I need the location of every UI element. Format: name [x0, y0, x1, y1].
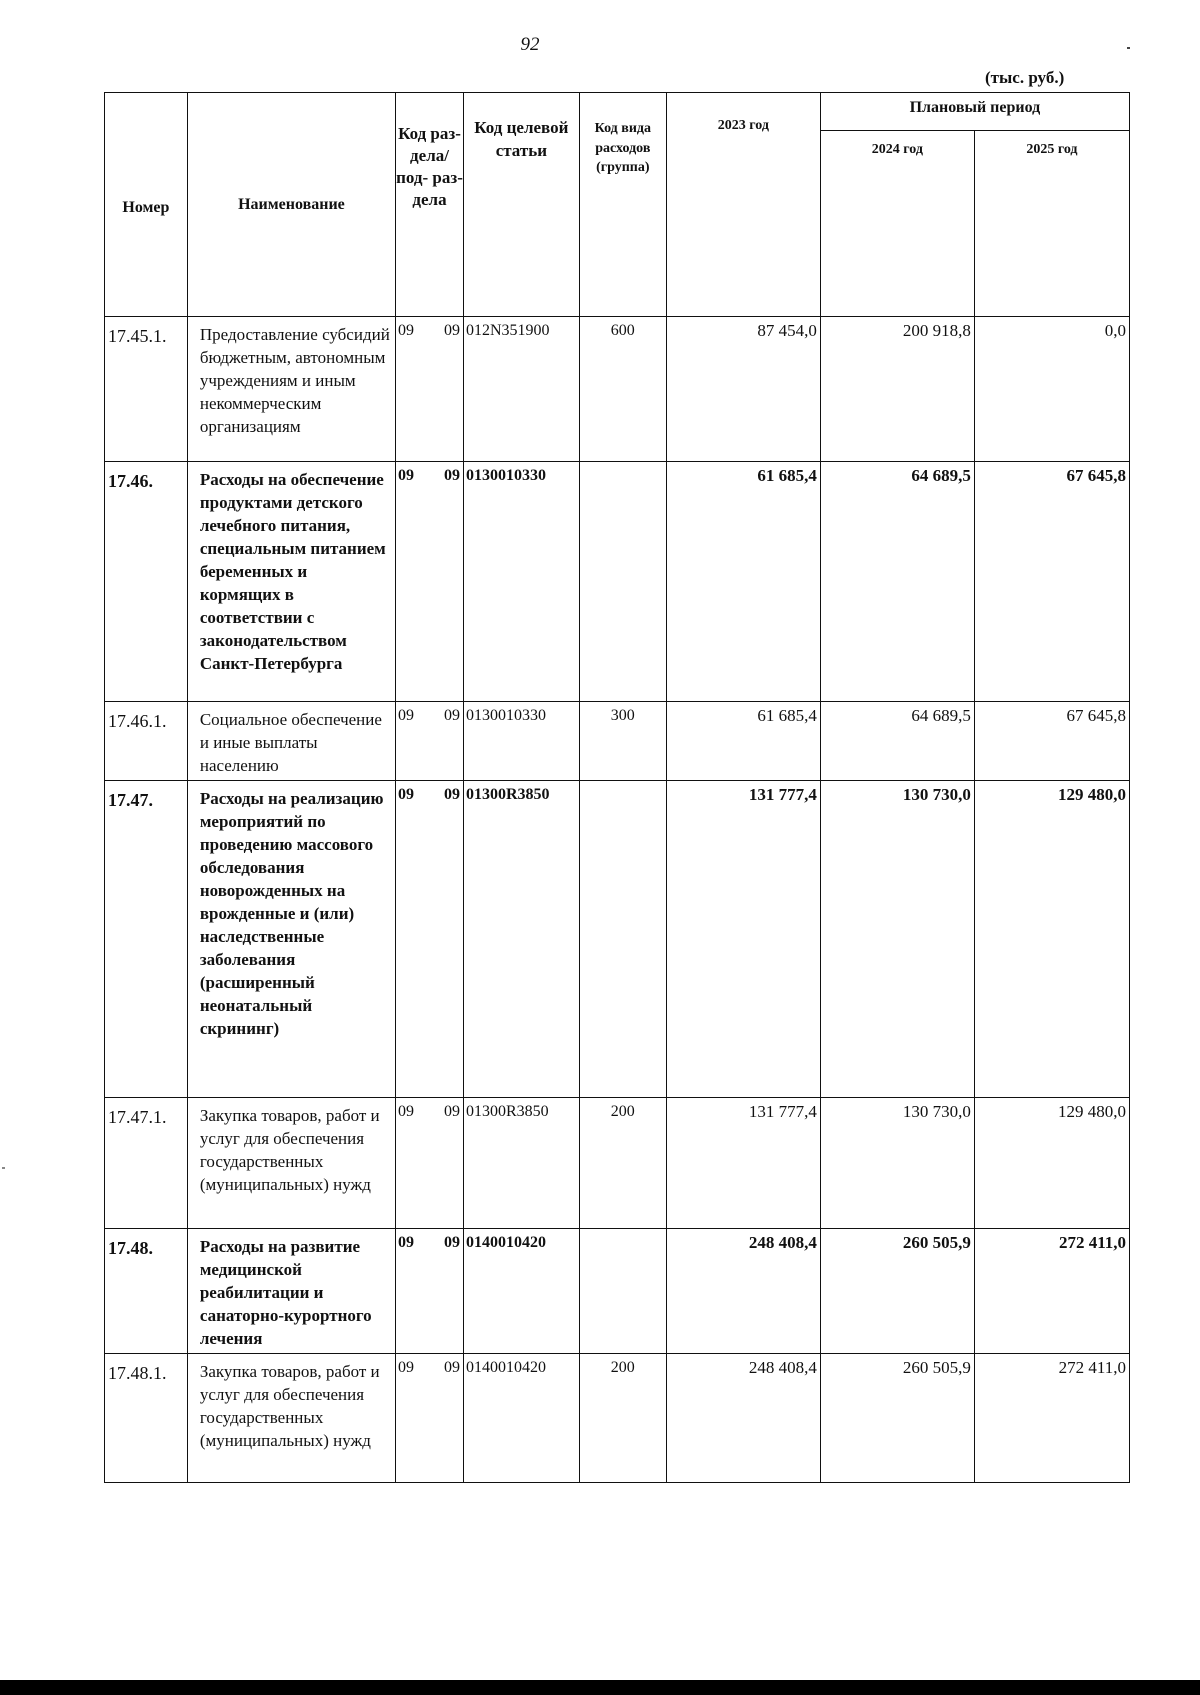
row-celevaya: 0140010420	[463, 1229, 579, 1354]
header-name: Наименование	[187, 93, 395, 317]
row-name: Социальное обеспечение и иные выплаты населению	[187, 702, 395, 781]
table-row	[105, 462, 1130, 702]
row-2024: 64 689,5	[820, 702, 974, 781]
header-razdel: Код раз- дела/ под- раз- дела	[396, 93, 464, 317]
scan-mark	[2, 1167, 5, 1169]
row-name: Закупка товаров, работ и услуг для обеспечения государственных (муниципальных) нужд	[187, 1098, 395, 1229]
table-body	[105, 317, 1130, 1483]
row-name: Расходы на развитие медицинской реабилитации и санаторно-курортного лечения	[187, 1229, 395, 1354]
razdel-code: 09	[398, 707, 415, 724]
header-2025: 2025 год	[974, 131, 1129, 317]
row-2025: 129 480,0	[974, 781, 1129, 1098]
razdel-code: 09	[398, 467, 415, 484]
podrazdel-code: 09	[443, 322, 460, 339]
row-number: 17.46.1.	[105, 702, 188, 781]
row-celevaya: 0130010330	[463, 702, 579, 781]
row-razdel	[396, 781, 464, 1098]
row-celevaya: 01300R3850	[463, 781, 579, 1098]
row-2023: 248 408,4	[666, 1229, 820, 1354]
row-2023: 131 777,4	[666, 1098, 820, 1229]
row-2024: 130 730,0	[820, 1098, 974, 1229]
header-vid-rashodov: Код вида расходов (группа)	[579, 93, 666, 317]
header-celevaya: Код целевой статьи	[463, 93, 579, 317]
row-number: 17.47.1.	[105, 1098, 188, 1229]
table-row	[105, 1229, 1130, 1354]
row-2025: 129 480,0	[974, 1098, 1129, 1229]
header-2024: 2024 год	[820, 131, 974, 317]
row-name: Предоставление субсидий бюджетным, автономным учреждениям и иным некоммерческим организациям	[187, 317, 395, 462]
row-number: 17.45.1.	[105, 317, 188, 462]
row-number: 17.48.1.	[105, 1354, 188, 1483]
row-name: Расходы на реализацию мероприятий по проведению массового обследования новорожденных на врожденные и (или) наследственные заболевания (расширенный неонатальный скрининг)	[187, 781, 395, 1098]
row-celevaya: 0130010330	[463, 462, 579, 702]
row-vid-rashodov: 200	[579, 1354, 666, 1483]
table-row	[105, 781, 1130, 1098]
row-2023: 61 685,4	[666, 702, 820, 781]
table-row	[105, 1098, 1130, 1229]
scan-mark	[1127, 47, 1130, 49]
razdel-code: 09	[398, 1103, 415, 1120]
row-vid-rashodov	[579, 781, 666, 1098]
razdel-code: 09	[398, 322, 415, 339]
row-2024: 260 505,9	[820, 1354, 974, 1483]
razdel-code: 09	[398, 786, 415, 803]
row-number: 17.48.	[105, 1229, 188, 1354]
podrazdel-code: 09	[443, 1234, 460, 1251]
podrazdel-code: 09	[443, 707, 460, 724]
razdel-code: 09	[398, 1359, 415, 1376]
header-2023: 2023 год	[666, 93, 820, 317]
units-label: (тыс. руб.)	[985, 68, 1065, 87]
row-vid-rashodov	[579, 1229, 666, 1354]
row-2023: 131 777,4	[666, 781, 820, 1098]
row-celevaya: 0140010420	[463, 1354, 579, 1483]
row-2023: 248 408,4	[666, 1354, 820, 1483]
row-2023: 61 685,4	[666, 462, 820, 702]
row-2025: 67 645,8	[974, 702, 1129, 781]
row-vid-rashodov	[579, 462, 666, 702]
podrazdel-code: 09	[443, 786, 460, 803]
row-razdel	[396, 1354, 464, 1483]
row-vid-rashodov: 300	[579, 702, 666, 781]
row-vid-rashodov: 200	[579, 1098, 666, 1229]
row-razdel	[396, 702, 464, 781]
row-2025: 0,0	[974, 317, 1129, 462]
row-name: Закупка товаров, работ и услуг для обеспечения государственных (муниципальных) нужд	[187, 1354, 395, 1483]
page-number: 92	[520, 34, 540, 55]
header-plan-period: Плановый период	[820, 93, 1129, 131]
row-2024: 130 730,0	[820, 781, 974, 1098]
row-2024: 260 505,9	[820, 1229, 974, 1354]
row-razdel	[396, 1098, 464, 1229]
table-row	[105, 317, 1130, 462]
row-celevaya: 012N351900	[463, 317, 579, 462]
row-number: 17.47.	[105, 781, 188, 1098]
row-2025: 272 411,0	[974, 1229, 1129, 1354]
row-2025: 272 411,0	[974, 1354, 1129, 1483]
row-razdel	[396, 317, 464, 462]
row-celevaya: 01300R3850	[463, 1098, 579, 1229]
row-2025: 67 645,8	[974, 462, 1129, 702]
row-razdel	[396, 1229, 464, 1354]
row-2023: 87 454,0	[666, 317, 820, 462]
row-2024: 64 689,5	[820, 462, 974, 702]
podrazdel-code: 09	[443, 467, 460, 484]
row-vid-rashodov: 600	[579, 317, 666, 462]
row-razdel	[396, 462, 464, 702]
row-2024: 200 918,8	[820, 317, 974, 462]
table-row	[105, 702, 1130, 781]
table-row	[105, 1354, 1130, 1483]
budget-table	[104, 92, 1130, 1483]
header-number: Номер	[105, 93, 188, 317]
razdel-code: 09	[398, 1234, 415, 1251]
row-number: 17.46.	[105, 462, 188, 702]
podrazdel-code: 09	[443, 1359, 460, 1376]
podrazdel-code: 09	[443, 1103, 460, 1120]
row-name: Расходы на обеспечение продуктами детского лечебного питания, специальным питанием беременных и кормящих в соответствии с законодательством Санкт-Петербурга	[187, 462, 395, 702]
scan-border	[0, 1680, 1200, 1695]
